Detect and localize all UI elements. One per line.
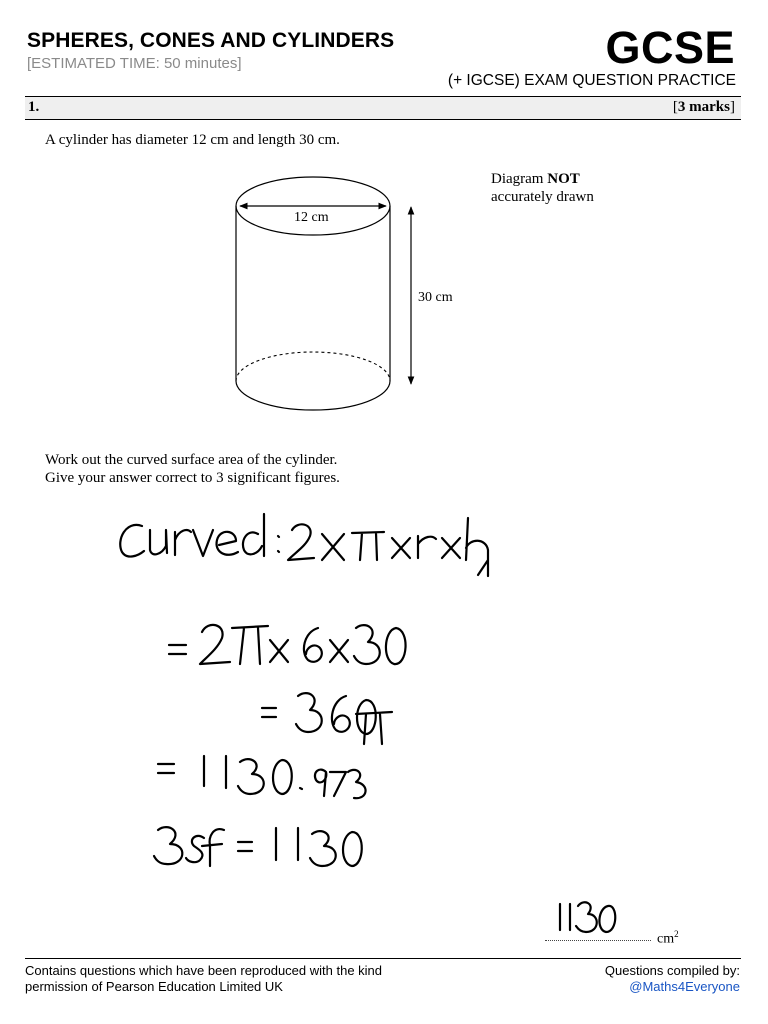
diagram-note-suffix: accurately drawn <box>491 189 594 205</box>
footer-divider <box>25 958 741 959</box>
answer-unit-power: 2 <box>674 929 679 939</box>
working-line-1 <box>120 514 488 576</box>
footer-left-line-1: Contains questions which have been reproduced with the kind <box>25 963 383 978</box>
footer-left-line-2: permission of Pearson Education Limited UK <box>25 979 283 994</box>
answer-unit-label: cm <box>657 931 675 947</box>
author-handle-link[interactable]: @Maths4Everyone <box>629 979 740 994</box>
question-prompt: A cylinder has diameter 12 cm and length 30 cm. <box>45 132 340 148</box>
working-line-3 <box>262 693 392 744</box>
handwritten-answer <box>560 902 615 932</box>
working-line-4 <box>158 756 366 798</box>
estimated-time: [ESTIMATED TIME: 50 minutes] <box>27 55 242 72</box>
brand-title: GCSE <box>605 22 735 73</box>
instruction-line-1: Work out the curved surface area of the cylinder. <box>45 452 338 468</box>
working-line-5 <box>154 827 362 866</box>
footer-copyright <box>25 963 382 995</box>
question-number: 1. <box>28 99 40 115</box>
footer-right-line-1: Questions compiled by: <box>604 963 740 978</box>
diameter-label: 12 cm <box>294 210 329 225</box>
length-label: 30 cm <box>418 290 453 305</box>
exam-subtitle: (+ IGCSE) EXAM QUESTION PRACTICE <box>447 72 736 89</box>
footer-credit <box>605 963 740 995</box>
marks-bracket-close: ] <box>730 99 735 115</box>
instruction-line-2: Give your answer correct to 3 significant figures. <box>45 470 340 486</box>
marks-bracket-open: [ <box>672 99 678 115</box>
marks-label: 3 marks <box>677 99 730 115</box>
working-line-2 <box>169 625 406 664</box>
answer-line[interactable] <box>545 940 651 941</box>
diagram-note-prefix: Diagram <box>491 171 548 187</box>
answer-unit <box>657 929 679 948</box>
diagram-note-bold: NOT <box>547 171 580 187</box>
page-title: SPHERES, CONES AND CYLINDERS <box>27 29 395 52</box>
